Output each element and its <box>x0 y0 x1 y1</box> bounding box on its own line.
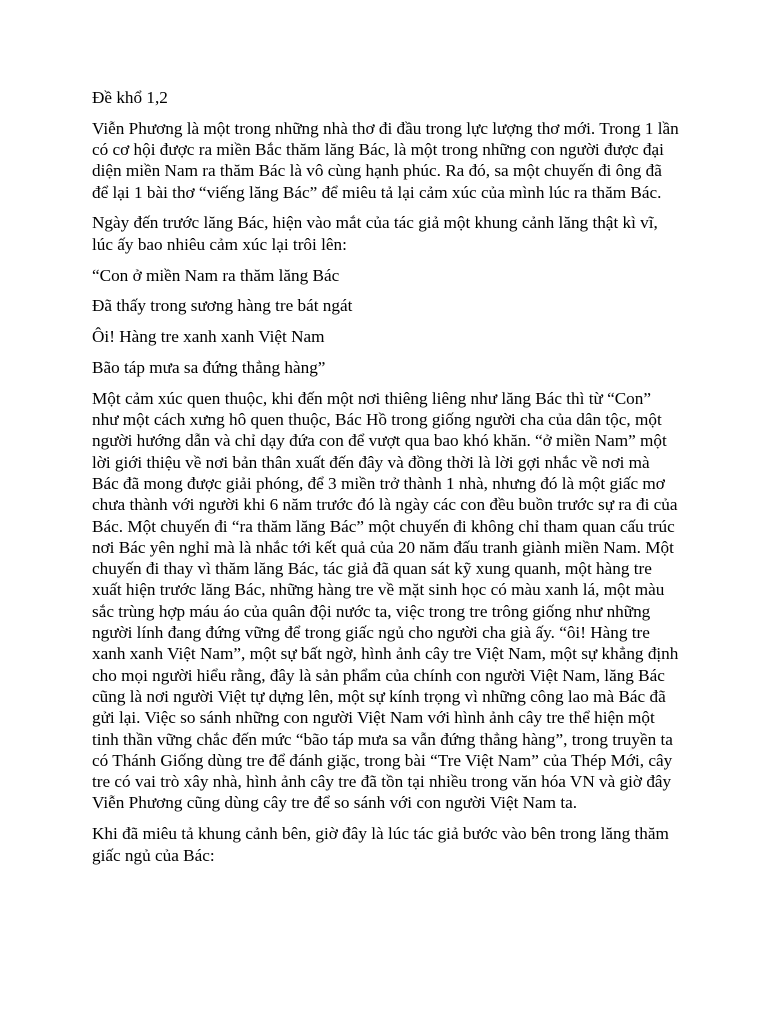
poem-line-2: Đã thấy trong sương hàng tre bát ngát <box>92 296 353 316</box>
context-paragraph: Ngày đến trước lăng Bác, hiện vào mắt của tác giả một khung cảnh lăng thật kì vĩ, lúc ấy bao nhiêu cảm xúc lại trôi lên: <box>92 213 658 254</box>
poem-line-3: Ôi! Hàng tre xanh xanh Việt Nam <box>92 327 325 347</box>
document-heading: Đề khổ 1,2 <box>92 88 168 107</box>
poem-line-4: Bão táp mưa sa đứng thẳng hàng” <box>92 357 326 377</box>
poem-line-1: “Con ở miền Nam ra thăm lăng Bác <box>92 265 340 285</box>
document-page <box>92 87 680 875</box>
transition-paragraph: Khi đã miêu tả khung cảnh bên, giờ đây là lúc tác giả bước vào bên trong lăng thăm giấc ngủ của Bác: <box>92 824 669 865</box>
intro-paragraph: Viễn Phương là một trong những nhà thơ đi đầu trong lực lượng thơ mới. Trong 1 lần có cơ hội được ra miền Bắc thăm lăng Bác, là một trong những con người được đại diện miền Nam ra thăm Bác là vô cùng hạnh phúc. Ra đó, sa một chuyến đi ông đã để lại 1 bài thơ “viếng lăng Bác” để miêu tả lại cảm xúc của mình lúc ra thăm Bác. <box>92 118 679 202</box>
analysis-paragraph: Một cảm xúc quen thuộc, khi đến một nơi thiêng liêng như lăng Bác thì từ “Con” như một cách xưng hô quen thuộc, Bác Hồ trong giống người cha của dân tộc, một người hướng dẫn và chỉ dạy đứa con để vượt qua bao khó khăn. “ở miền Nam” một lời giới thiệu về nơi bản thân xuất đến đây và đồng thời là lời gợi nhắc về nơi mà Bác đã mong được giải phóng, để 3 miền trở thành 1 nhà, nhưng đó là một giấc mơ chưa thành với người khi 6 năm trước đó là ngày các con đều buồn trước sự ra đi của Bác. Một chuyến đi “ra thăm lăng Bác” một chuyến đi không chỉ tham quan cấu trúc nơi Bác yên nghỉ mà là nhắc tới kết quả của 20 năm đấu tranh giành miền Nam. Một chuyến đi thay vì thăm lăng Bác, tác giả đã quan sát kỹ xung quanh, một hàng tre xuất hiện trước lăng Bác, những hàng tre về mặt sinh học có màu xanh lá, một màu sắc trùng hợp máu áo của quân đội nước ta, việc trong tre trông giống như những người lính đang đứng vững để trong giấc ngủ cho người cha già ấy. “ôi! Hàng tre xanh xanh Việt Nam”, một sự bất ngờ, hình ảnh cây tre Việt Nam, một sự khẳng định cho mọi người hiểu rằng, đây là sản phẩm của chính con người Việt Nam, lăng Bác cũng là nơi người Việt tự dựng lên, một sự kính trọng vì những công lao mà Bác đã gửi lại. Việc so sánh những con người Việt Nam với hình ảnh cây tre thể hiện một tinh thần vững chắc đến mức “bão táp mưa sa vẫn đứng thẳng hàng”, trong truyền ta có Thánh Giống dùng tre để đánh giặc, trong bài “Tre Việt Nam” của Thép Mới, cây tre có vai trò xây nhà, hình ảnh cây tre đã tồn tại nhiều trong văn hóa VN và giờ đây Viễn Phương cũng dùng cây tre để so sánh với con người Việt Nam ta. <box>92 388 679 813</box>
